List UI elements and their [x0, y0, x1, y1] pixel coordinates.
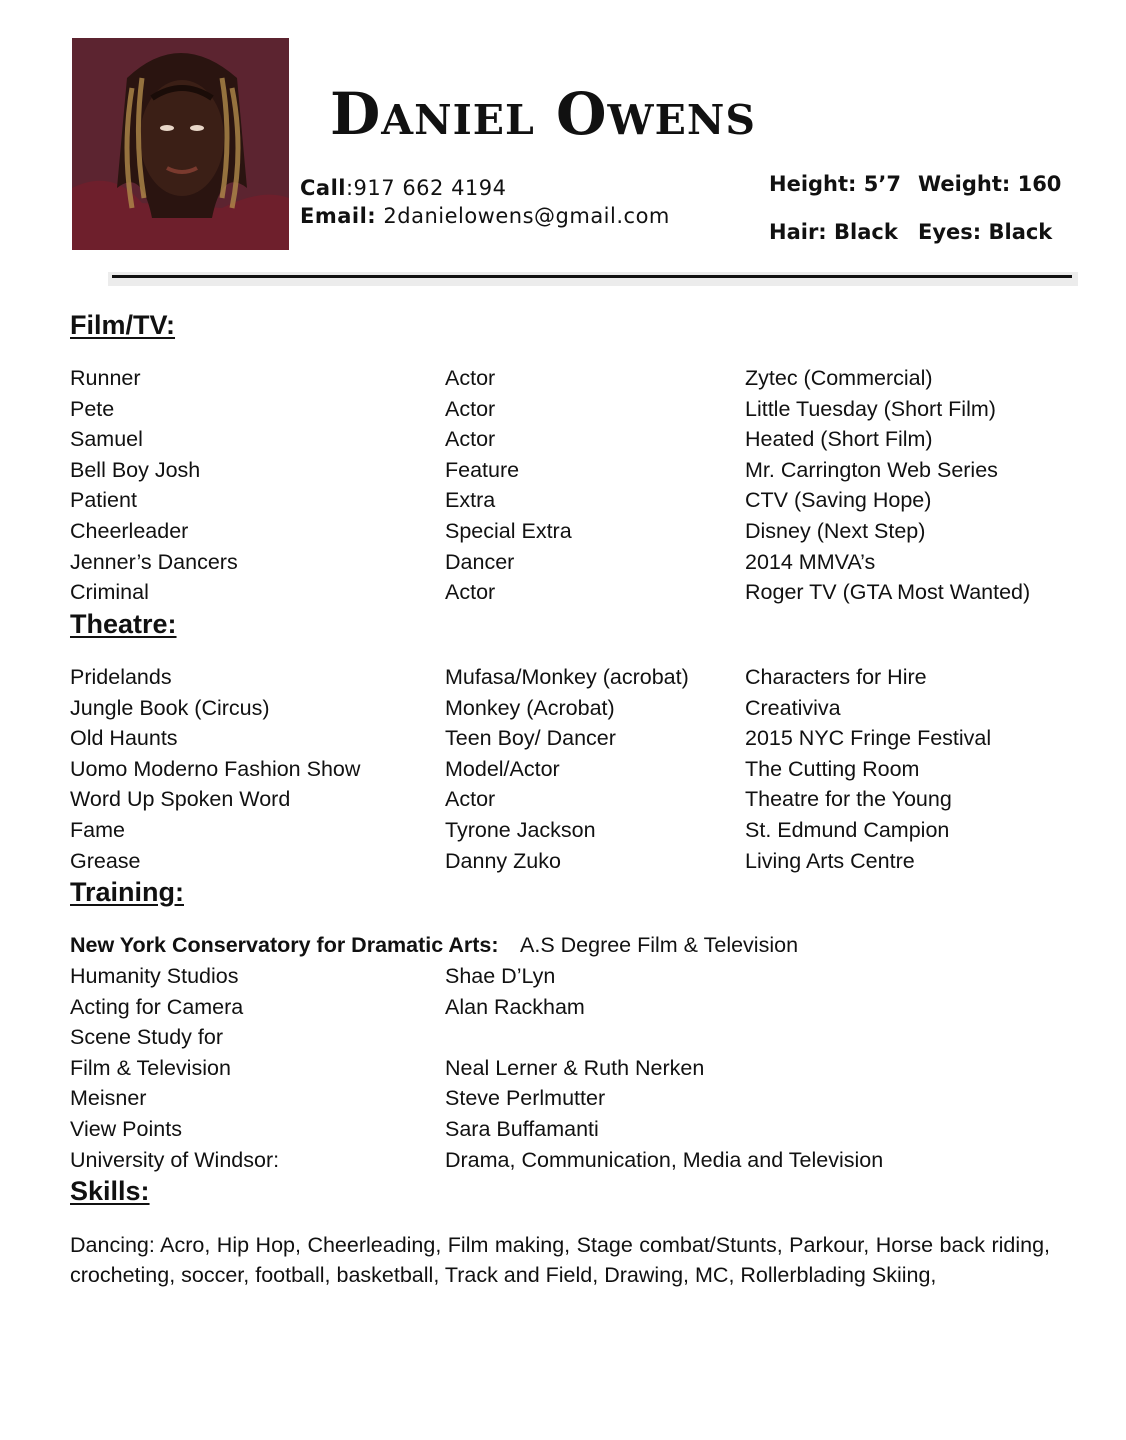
training-cell-col1: Film & Television — [70, 1055, 231, 1080]
theatre-cell-col1: Word Up Spoken Word — [70, 787, 291, 812]
height-stat: Height: 5’7 — [769, 172, 901, 196]
theatre-cell-col3: Creativiva — [745, 695, 841, 720]
film_tv-cell-col2: Dancer — [445, 549, 515, 574]
film_tv-cell-col1: Runner — [70, 366, 141, 390]
training-school: New York Conservatory for Dramatic Arts: — [70, 933, 499, 957]
film_tv-cell-col3: Roger TV (GTA Most Wanted) — [745, 580, 1031, 605]
training-cell-col2: Neal Lerner & Ruth Nerken — [445, 1055, 705, 1080]
film_tv-cell-col3: Zytec (Commercial) — [745, 366, 933, 390]
training-cell-col1: Meisner — [70, 1086, 147, 1111]
email-value: 2danielowens@gmail.com — [376, 204, 670, 228]
film_tv-cell-col3: Mr. Carrington Web Series — [745, 457, 998, 482]
film_tv-cell-col3: CTV (Saving Hope) — [745, 488, 932, 513]
training-cell-col2: Steve Perlmutter — [445, 1086, 606, 1111]
training-cell-col2: Alan Rackham — [445, 994, 585, 1019]
theatre-cell-col1: Grease — [70, 848, 141, 873]
hair-stat: Hair: Black — [769, 220, 898, 244]
film_tv-cell-col2: Special Extra — [445, 519, 572, 543]
theatre-cell-col3: Living Arts Centre — [745, 848, 915, 873]
film_tv-cell-col3: Disney (Next Step) — [745, 519, 926, 543]
training-cell-col1: University of Windsor: — [70, 1147, 280, 1172]
film_tv-cell-col1: Pete — [70, 396, 115, 421]
film_tv-cell-col2: Actor — [445, 580, 496, 605]
training-cell-col2: Sara Buffamanti — [445, 1117, 599, 1141]
film_tv-cell-col1: Criminal — [70, 580, 149, 605]
theatre-cell-col1: Uomo Moderno Fashion Show — [70, 756, 361, 781]
film_tv-cell-col1: Cheerleader — [70, 519, 189, 543]
theatre-cell-col1: Jungle Book (Circus) — [70, 695, 270, 720]
training-school-line — [70, 935, 499, 957]
film-tv-heading: Film/TV: — [70, 310, 176, 340]
film_tv-cell-col1: Jenner’s Dancers — [70, 549, 238, 574]
theatre-cell-col3: Characters for Hire — [745, 665, 927, 689]
theatre-cell-col3: Theatre for the Young — [745, 787, 952, 812]
theatre-cell-col2: Model/Actor — [445, 756, 560, 781]
training-cell-col2: Shae D’Lyn — [445, 964, 556, 988]
actor-name: Daniel Owens — [330, 80, 756, 148]
film_tv-cell-col2: Extra — [445, 488, 496, 513]
training-cell-col1: View Points — [70, 1117, 182, 1141]
theatre-cell-col3: The Cutting Room — [745, 756, 920, 781]
film_tv-cell-col3: 2014 MMVA’s — [745, 549, 876, 574]
film_tv-cell-col1: Samuel — [70, 427, 143, 452]
theatre-cell-col1: Pridelands — [70, 665, 172, 689]
headshot-photo — [72, 38, 289, 250]
film_tv-cell-col2: Actor — [445, 396, 496, 421]
email-line — [300, 204, 670, 228]
theatre-cell-col2: Actor — [445, 787, 496, 812]
film_tv-cell-col2: Actor — [445, 366, 496, 390]
theatre-cell-col2: Monkey (Acrobat) — [445, 695, 615, 720]
weight-stat: Weight: 160 — [918, 172, 1062, 196]
film_tv-cell-col3: Little Tuesday (Short Film) — [745, 396, 996, 421]
theatre-cell-col2: Tyrone Jackson — [445, 818, 596, 842]
phone-value: :917 662 4194 — [345, 176, 507, 200]
training-degree: A.S Degree Film & Television — [520, 933, 799, 957]
email-label: Email: — [300, 204, 377, 228]
theatre-cell-col3: St. Edmund Campion — [745, 818, 950, 842]
theatre-heading: Theatre: — [70, 609, 177, 639]
skills-text: Dancing: Acro, Hip Hop, Cheerleading, Film making, Stage combat/Stunts, Parkour, Horse back riding, crocheting, soccer, football, basketball, Track and Field, Drawing, MC, Rollerblading Skiing, — [70, 1233, 1050, 1287]
phone-label: Call — [300, 176, 346, 200]
film_tv-cell-col2: Actor — [445, 427, 496, 452]
film_tv-cell-col1: Patient — [70, 488, 137, 513]
film_tv-cell-col3: Heated (Short Film) — [745, 427, 933, 452]
training-cell-col1: Scene Study for — [70, 1025, 223, 1050]
training-cell-col1: Acting for Camera — [70, 994, 244, 1019]
header-rule — [112, 275, 1072, 278]
theatre-cell-col1: Fame — [70, 818, 125, 842]
phone-line — [300, 176, 507, 200]
theatre-cell-col2: Mufasa/Monkey (acrobat) — [445, 665, 689, 689]
skills-heading: Skills: — [70, 1176, 150, 1206]
film_tv-cell-col2: Feature — [445, 457, 520, 482]
training-cell-col1: Humanity Studios — [70, 964, 239, 988]
theatre-cell-col3: 2015 NYC Fringe Festival — [745, 726, 992, 751]
theatre-cell-col2: Teen Boy/ Dancer — [445, 726, 616, 751]
film_tv-cell-col1: Bell Boy Josh — [70, 457, 201, 482]
training-cell-col2: Drama, Communication, Media and Television — [445, 1147, 884, 1172]
theatre-cell-col1: Old Haunts — [70, 726, 178, 751]
theatre-cell-col2: Danny Zuko — [445, 848, 561, 873]
eyes-stat: Eyes: Black — [918, 220, 1053, 244]
training-heading: Training: — [70, 877, 184, 907]
